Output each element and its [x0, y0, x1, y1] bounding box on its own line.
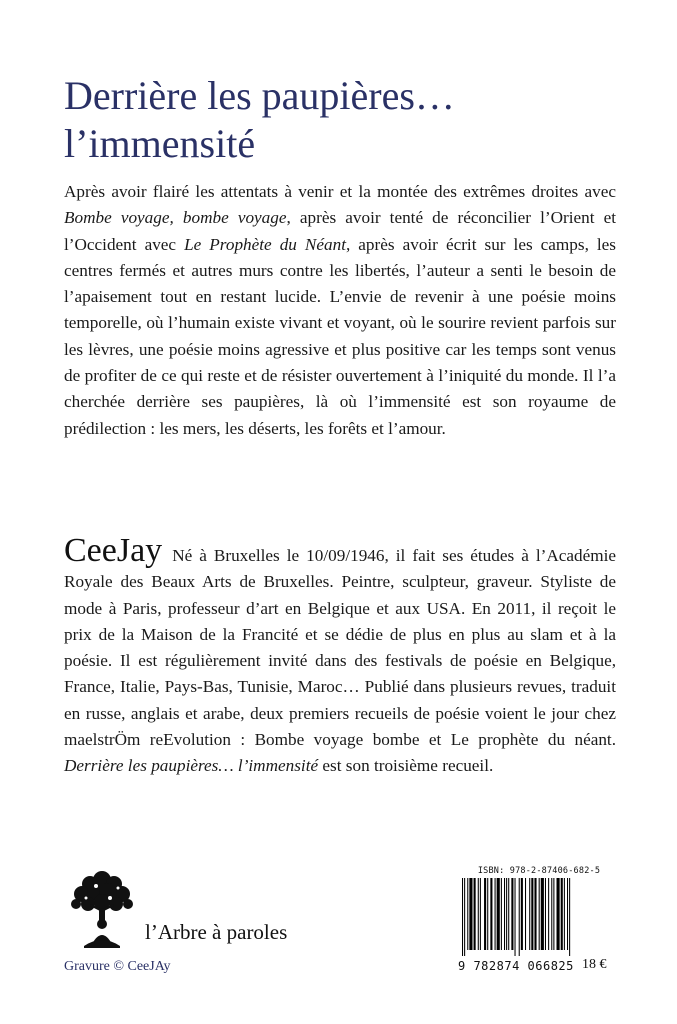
barcode-bar: [529, 878, 530, 950]
isbn-label: ISBN: 978-2-87406-682-5: [477, 866, 601, 876]
barcode-bar: [569, 878, 570, 956]
barcode-digits: 9 782874 066825: [458, 959, 574, 973]
barcode-bar: [564, 878, 565, 950]
barcode-bar: [478, 878, 479, 950]
barcode-bar: [534, 878, 536, 950]
blurb-text-1: Après avoir flairé les attentats à venir et la montée des extrêmes droites avec: [64, 182, 616, 201]
barcode-bar: [474, 878, 476, 950]
barcode-bar: [561, 878, 563, 950]
blurb-book-title-1: Bombe voyage, bombe voyage: [64, 208, 287, 228]
barcode-bar: [506, 878, 507, 950]
barcode-bar: [519, 878, 520, 956]
back-cover-blurb: [64, 179, 616, 442]
barcode-bar: [467, 878, 468, 950]
bio-book-title: Derrière les paupières… l’immensité: [64, 756, 319, 776]
author-name: CeeJay: [64, 532, 163, 569]
barcode-bar: [521, 878, 523, 950]
barcode-bar: [504, 878, 505, 950]
barcode-bar: [501, 878, 502, 950]
barcode-bar: [495, 878, 496, 950]
barcode-bar: [545, 878, 546, 950]
author-bio: [64, 532, 616, 780]
bio-text: Né à Bruxelles le 10/09/1946, il fait ses études à l’Académie Royale des Beaux Arts de Bruxelles. Peintre, sculpteur, graveur. Styliste de mode à Paris, professeur d’art en Belgique et aux USA. En 2011, il reçoit le prix de la Maison de la Francité et se dédie de plus en plus au slam et à la poésie. Il est régulièrement invité dans des festivals de poésie en Belgique, France, Italie, Pays-Bas, Tunisie, Maroc… Publié dans plusieurs revues, traduit en russe, anglais et arabe, deux premiers recueils de poésie voient le jour chez maelstrÖm reEvolution : Bombe voyage bombe et Le prophète du néant.: [64, 546, 616, 750]
book-title: [64, 72, 644, 168]
barcode-bar: [497, 878, 500, 950]
barcode-bar: [553, 878, 554, 950]
barcode-bar: [531, 878, 533, 950]
blurb-text-3: , après avoir écrit sur les camps, les centres fermés et autres murs contre les libertés, l’auteur a senti le besoin de l’apaisement tout en restant lucide. L’envie de revenir à une poésie moins temporelle, où l’humain existe vivant et voyant, où le sourire revient parfois sur les lèvres, une poésie moins agressive et plus positive car les temps sont venus de profiter de ce qui reste et de résister ouvertement à l’iniquité du monde. Il l’a cherchée derrière ses paupières, là où l’immensité est son royaume de prédilection : les mers, les déserts, les forêts et l’amour.: [64, 234, 616, 438]
barcode-bar: [508, 878, 509, 950]
barcode-bar: [515, 878, 516, 956]
engraving-credit: Gravure © CeeJAy: [64, 959, 171, 974]
barcode-bar: [548, 878, 549, 950]
barcode-bar: [462, 878, 463, 956]
barcode-bar: [541, 878, 544, 950]
barcode-bar: [490, 878, 492, 950]
barcode-bar: [469, 878, 472, 950]
blurb-text-2: , après avoir tenté de réconcilier l’Orient et l’Occident avec: [64, 208, 616, 254]
barcode-bar: [480, 878, 481, 950]
bio-tail: est son troisième recueil.: [318, 756, 494, 776]
barcode-bar: [487, 878, 488, 950]
barcode-bar: [484, 878, 486, 950]
barcode-bar: [557, 878, 560, 950]
title-line-1: Derrière les paupières…: [64, 73, 455, 118]
barcode-bar: [525, 878, 526, 950]
barcode-bar: [464, 878, 465, 956]
barcode-bar: [511, 878, 513, 950]
publisher-name: l’Arbre à paroles: [145, 920, 288, 944]
price: 18 €: [582, 957, 607, 972]
title-line-2: l’immensité: [64, 121, 256, 166]
barcode: [460, 878, 616, 956]
barcode-bar: [539, 878, 540, 950]
tree-logo-icon: [66, 868, 138, 948]
blurb-book-title-2: Le Prophète du Néant: [184, 234, 346, 254]
barcode-bar: [551, 878, 552, 950]
barcode-bar: [567, 878, 568, 950]
